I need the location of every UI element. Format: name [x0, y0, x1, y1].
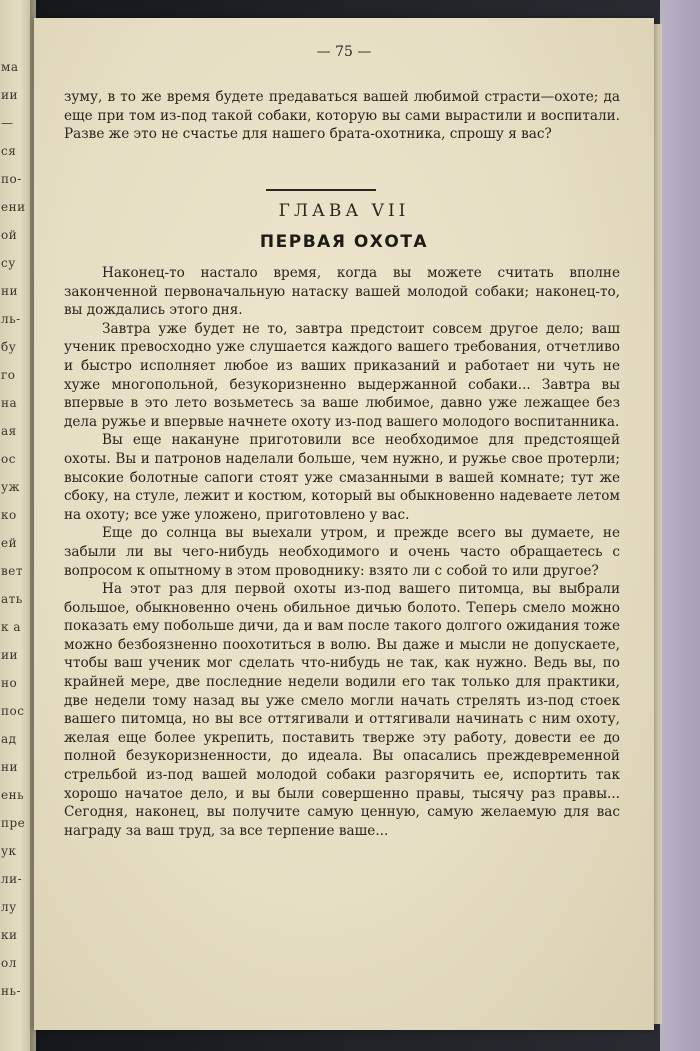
left-page-fragment: ени — [1, 200, 26, 214]
paragraph: На этот раз для первой охоты из-под вашего питомца, вы выбрали большое, обыкновенно очень обильное дичью болото. Теперь смело можно показать ему побольше дичи, да и вам после такого долгого ожидания тоже можно безбоязненно поохотиться в волю. Вы даже и мысли не допускаете, чтобы ваш ученик мог сделать что-нибудь не так, как нужно. Ведь вы, по крайней мере, две последние недели водили его так только для практики, две недели тому назад вы уже смело могли начать стрелять из-под стоек вашего питомца, но вы все оттягивали и оттягивали начинать с ним охоту, желая еще более укрепить, поставить тверже эту работу, довести ее до полной безукоризненности, до идеала. Вы опасались преждевременной стрельбой из-под вашей молодой собаки разгорячить ее, испортить так хорошо начатое дело, и вы были совершенно правы, тысячу раз правы... Сегодня, наконец, вы получите самую ценную, самую желаемую для вас награду за ваш труд, за все терпение ваше... — [64, 581, 620, 839]
left-page-fragment: ии — [1, 88, 18, 102]
intro-text: зуму, в то же время будете предаваться вашей любимой страсти—охоте; да еще при том из-под такой собаки, которую вы сами вырастили и воспитали. Разве же это не счастье для нашего брата-охотника, спрошу я вас? — [64, 89, 620, 143]
left-page-fragment: ли- — [1, 872, 23, 886]
left-page-fragment: ей — [1, 536, 18, 550]
chapter-body — [64, 264, 620, 840]
left-page-fragment: ук — [1, 844, 17, 858]
paragraph: Еще до солнца вы выехали утром, и прежде всего вы думаете, не забыли ли вы чего-нибудь необходимого и очень часто обращаетесь с вопросом к опытному в этом проводнику: взято ли с собой то или другое? — [64, 525, 620, 579]
left-page-fragment: вет — [1, 564, 23, 578]
left-page-fragment: ос — [1, 452, 16, 466]
left-page-fragment: на — [1, 396, 18, 410]
left-page-fragment: ень — [1, 788, 25, 802]
page-number: — 75 — — [316, 44, 372, 60]
left-page-fragment: бу — [1, 340, 17, 354]
paragraph: Наконец-то настало время, когда вы можете считать вполне законченной первоначальную натаску вашей молодой собаки; наконец-то, вы дождались этого дня. — [64, 265, 620, 319]
left-page-fragment: ки — [1, 928, 18, 942]
left-page-fragment: пре — [1, 816, 26, 830]
left-page-fragment: ко — [1, 508, 17, 522]
left-page-fragment: лу — [1, 900, 17, 914]
left-page-fragment: ая — [1, 424, 17, 438]
intro-paragraph — [64, 88, 620, 144]
left-page-fragment: ой — [1, 228, 18, 242]
left-page-fragment: но — [1, 676, 18, 690]
left-page-fragment: нь- — [1, 984, 22, 998]
left-page-fragment: су — [1, 256, 16, 270]
left-page-fragment: ол — [1, 956, 17, 970]
paragraph: Вы еще накануне приготовили все необходимое для предстоящей охоты. Вы и патронов наделали больше, чем нужно, и ружье свое протерли; высокие болотные сапоги стоят уже смазанными в вашей комнате; тут же сбоку, на стуле, лежит и костюм, который вы обыкновенно надеваете летом на охоту; все уже уложено, приготовлено у вас. — [64, 432, 620, 523]
chapter-label: ГЛАВА VII — [278, 201, 410, 221]
background-board — [660, 0, 700, 1051]
paragraph: Завтра уже будет не то, завтра предстоит совсем другое дело; ваш ученик превосходно уже слушается каждого вашего требования, отчетливо и быстро исполняет любое из ваших приказаний и работает ни чуть не хуже многопольной, безукоризненно выдержанной собаки... Завтра вы впервые в это лето возьметесь за ваше любимое, давно уже лежащее без дела ружье и впервые начнете охоту из-под вашего молодого воспитанника. — [64, 320, 620, 430]
left-page-fragment: ад — [1, 732, 17, 746]
left-page-fragment: уж — [1, 480, 21, 494]
left-page-fragment: го — [1, 368, 16, 382]
book-page — [34, 18, 654, 1030]
left-page-fragment: ать — [1, 592, 23, 606]
left-page-fragment: ся — [1, 144, 17, 158]
left-page-fragment: по- — [1, 172, 22, 186]
left-page-fragment: к а — [1, 620, 21, 634]
chapter-title: ПЕРВАЯ ОХОТА — [259, 232, 429, 252]
left-page-fragment: пос — [1, 704, 25, 718]
section-divider — [266, 189, 376, 191]
left-page-fragment: ии — [1, 648, 18, 662]
left-page-fragment: ни — [1, 284, 18, 298]
left-page-fragment: ма — [1, 60, 19, 74]
left-page-fragment: — — [1, 116, 14, 130]
left-page-fragment: ль- — [1, 312, 21, 326]
left-page-fragment: ни — [1, 760, 18, 774]
